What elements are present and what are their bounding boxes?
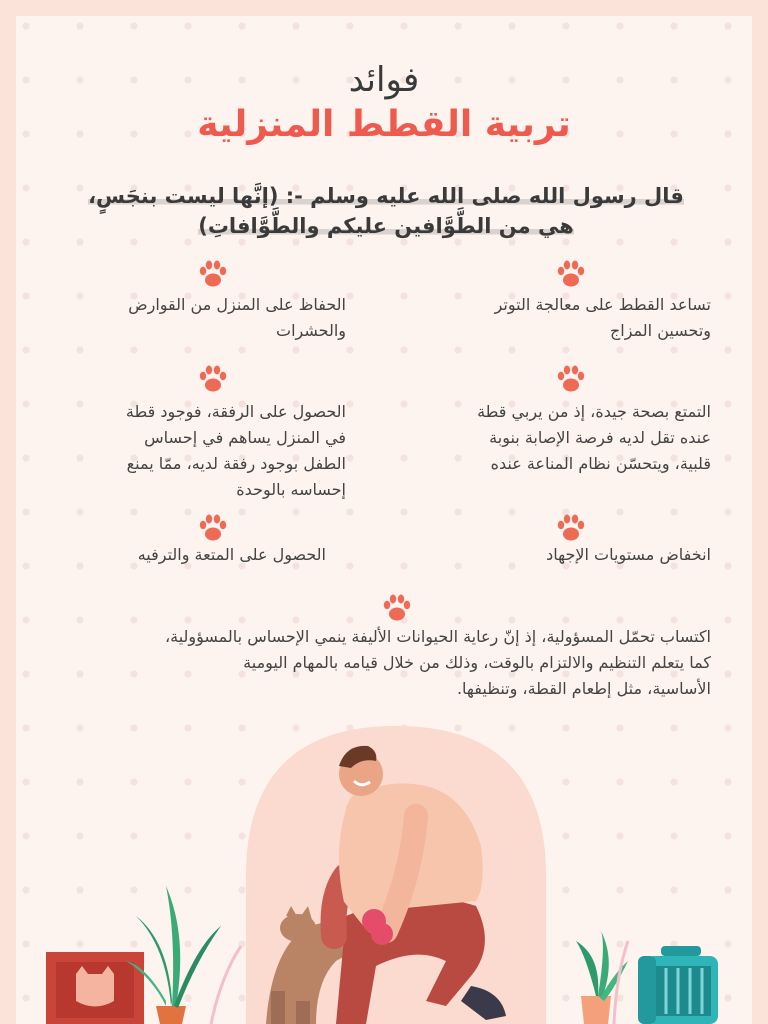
- benefit-rodents-line: الحفاظ على المنزل من القوارض: [128, 295, 346, 314]
- benefit-companionship-line: في المنزل يساهم في إحساس: [144, 428, 346, 447]
- plant: [576, 931, 628, 1024]
- benefit-companionship-line: الطفل بوجود رفقة لديه، ممّا يمنع: [126, 454, 346, 473]
- benefit-health-line: قلبية، ويتحسّن نظام المناعة عنده: [490, 454, 711, 473]
- benefit-stress-line: تساعد القطط على معالجة التوتر: [494, 295, 711, 314]
- hadith-line-1: قال رسول الله صلى الله عليه وسلم -: (إنَّها ليست بنجَسٍ،: [88, 184, 684, 208]
- benefit-health-line: عنده تقل لديه فرصة الإصابة بنوبة: [489, 428, 711, 447]
- pet-carrier: [638, 946, 718, 1024]
- title-line-1: فوائد: [348, 60, 420, 100]
- benefit-fun-line: الحصول على المتعة والترفيه: [137, 545, 326, 564]
- benefit-stress-line: وتحسين المزاج: [609, 321, 711, 340]
- benefit-effort-line: انخفاض مستويات الإجهاد: [546, 545, 711, 564]
- illustration-scene: [16, 16, 752, 1024]
- benefit-rodents-line: والحشرات: [276, 321, 346, 340]
- benefit-companionship-line: إحساسه بالوحدة: [236, 480, 346, 499]
- title-line-2: تربية القطط المنزلية: [197, 104, 571, 145]
- infographic-card: [16, 16, 752, 1024]
- benefit-companionship-line: الحصول على الرفقة، فوجود قطة: [125, 402, 346, 421]
- benefit-responsibility-line: اكتساب تحمّل المسؤولية، إذ إنّ رعاية الحيوانات الأليفة ينمي الإحساس بالمسؤولية،: [164, 627, 711, 646]
- benefit-health-line: التمتع بصحة جيدة، إذ من يربي قطة: [477, 402, 711, 421]
- benefit-responsibility-line: الأساسية، مثل إطعام القطة، وتنظيفها.: [456, 679, 711, 698]
- benefit-responsibility-line: كما يتعلم التنظيم والالتزام بالوقت، وذلك من خلال قيامه بالمهام اليومية: [243, 653, 711, 672]
- hadith-line-2: هي من الطَّوَّافين عليكم والطَّوَّافاتِ): [198, 214, 574, 238]
